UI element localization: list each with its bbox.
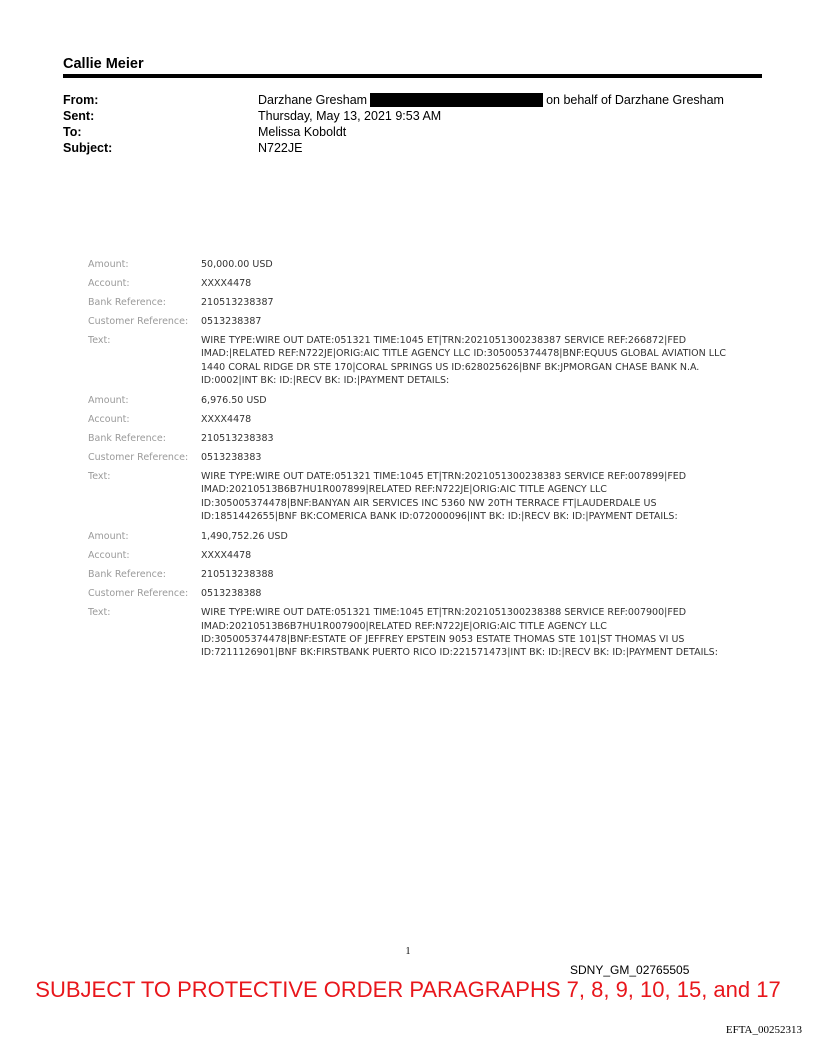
customer-reference-value: 0513238387 xyxy=(201,316,262,327)
bank-reference-row xyxy=(88,429,728,448)
text-label: Text: xyxy=(88,471,111,483)
amount-row xyxy=(88,255,728,274)
account-value: XXXX4478 xyxy=(201,550,252,562)
wire-record xyxy=(88,391,728,526)
bates-number: SDNY_GM_02765505 xyxy=(570,963,690,977)
subject-label: Subject: xyxy=(63,141,113,155)
text-label: Text: xyxy=(88,607,111,619)
bank-reference-value: 210513238388 xyxy=(201,569,274,581)
account-row xyxy=(88,410,728,429)
sent-label: Sent: xyxy=(63,109,95,123)
customer-reference-value: 0513238383 xyxy=(201,452,262,464)
document-owner: Callie Meier xyxy=(63,56,144,72)
customer-reference-row xyxy=(88,312,728,331)
wire-record xyxy=(88,255,728,390)
text-row xyxy=(88,467,728,526)
bank-reference-label: Bank Reference: xyxy=(88,569,166,581)
bank-reference-row xyxy=(88,565,728,584)
text-row xyxy=(88,603,728,662)
to-value: Melissa Koboldt xyxy=(258,125,347,139)
bank-reference-label: Bank Reference: xyxy=(88,433,166,445)
bank-reference-label: Bank Reference: xyxy=(88,297,166,308)
text-value: WIRE TYPE:WIRE OUT DATE:051321 TIME:1045 ET|TRN:2021051300238388 SERVICE REF:007900|FED IMAD:20210513B6B7HU1R007900|RELATED REF:N722JE|ORIG:AIC TITLE AGENCY LLC ID:305005374478|BNF:ESTATE OF JEFFREY EPSTEIN 9053 ESTATE THOMAS STE 101|ST THOMAS VI US ID:7211126901|BNF BK:FIRSTBANK PUERTO RICO ID:221571473|INT BK: ID:|RECV BK: ID:|PAYMENT DETAILS: xyxy=(201,607,718,659)
wire-transfer-list xyxy=(88,255,728,663)
protective-order-stamp: SUBJECT TO PROTECTIVE ORDER PARAGRAPHS 7, 8, 9, 10, 15, and 17 xyxy=(35,977,781,1002)
amount-value: 6,976.50 USD xyxy=(201,395,267,407)
account-label: Account: xyxy=(88,278,130,289)
amount-label: Amount: xyxy=(88,259,129,270)
customer-reference-label: Customer Reference: xyxy=(88,588,189,600)
account-row xyxy=(88,274,728,293)
text-value: WIRE TYPE:WIRE OUT DATE:051321 TIME:1045 ET|TRN:2021051300238387 SERVICE REF:266872|FED IMAD:|RELATED REF:N722JE|ORIG:AIC TITLE AGENCY LLC ID:305005374478|BNF:EQUUS GLOBAL AVIATION LLC 1440 CORAL RIDGE DR STE 170|CORAL SPRINGS US ID:628025626|BNF BK:JPMORGAN CHASE BANK N.A. ID:0002|INT BK: ID:|RECV BK: ID:|PAYMENT DETAILS: xyxy=(201,335,726,386)
subject-value: N722JE xyxy=(258,141,303,155)
text-row xyxy=(88,331,728,390)
amount-row xyxy=(88,527,728,546)
wire-record xyxy=(88,527,728,662)
sent-value: Thursday, May 13, 2021 9:53 AM xyxy=(258,109,442,123)
from-value xyxy=(258,92,724,108)
customer-reference-label: Customer Reference: xyxy=(88,316,189,327)
from-label: From: xyxy=(63,93,99,107)
amount-value: 50,000.00 USD xyxy=(201,259,273,270)
from-suffix: on behalf of Darzhane Gresham xyxy=(546,93,724,107)
redaction-box xyxy=(370,93,543,107)
account-value: XXXX4478 xyxy=(201,414,252,426)
account-value: XXXX4478 xyxy=(201,278,252,289)
text-label: Text: xyxy=(88,335,111,346)
amount-row xyxy=(88,391,728,410)
customer-reference-label: Customer Reference: xyxy=(88,452,189,464)
account-label: Account: xyxy=(88,414,130,426)
header-rule xyxy=(63,74,762,78)
account-row xyxy=(88,546,728,565)
bank-reference-value: 210513238383 xyxy=(201,433,274,445)
customer-reference-value: 0513238388 xyxy=(201,588,262,600)
page-number: 1 xyxy=(405,946,411,957)
bank-reference-row xyxy=(88,293,728,312)
text-value: WIRE TYPE:WIRE OUT DATE:051321 TIME:1045 ET|TRN:2021051300238383 SERVICE REF:007899|FED IMAD:20210513B6B7HU1R007899|RELATED REF:N722JE|ORIG:AIC TITLE AGENCY LLC ID:305005374478|BNF:BANYAN AIR SERVICES INC 5360 NW 20TH TERRACE FT|LAUDERDALE US ID:1851442655|BNF BK:COMERICA BANK ID:072000096|INT BK: ID:|RECV BK: ID:|PAYMENT DETAILS: xyxy=(201,471,687,523)
efta-number: EFTA_00252313 xyxy=(725,1024,802,1036)
customer-reference-row xyxy=(88,584,728,603)
amount-label: Amount: xyxy=(88,531,129,543)
account-label: Account: xyxy=(88,550,130,562)
amount-value: 1,490,752.26 USD xyxy=(201,531,288,543)
customer-reference-row xyxy=(88,448,728,467)
bank-reference-value: 210513238387 xyxy=(201,297,274,308)
from-name: Darzhane Gresham xyxy=(258,93,368,107)
amount-label: Amount: xyxy=(88,395,129,407)
to-label: To: xyxy=(63,125,82,139)
